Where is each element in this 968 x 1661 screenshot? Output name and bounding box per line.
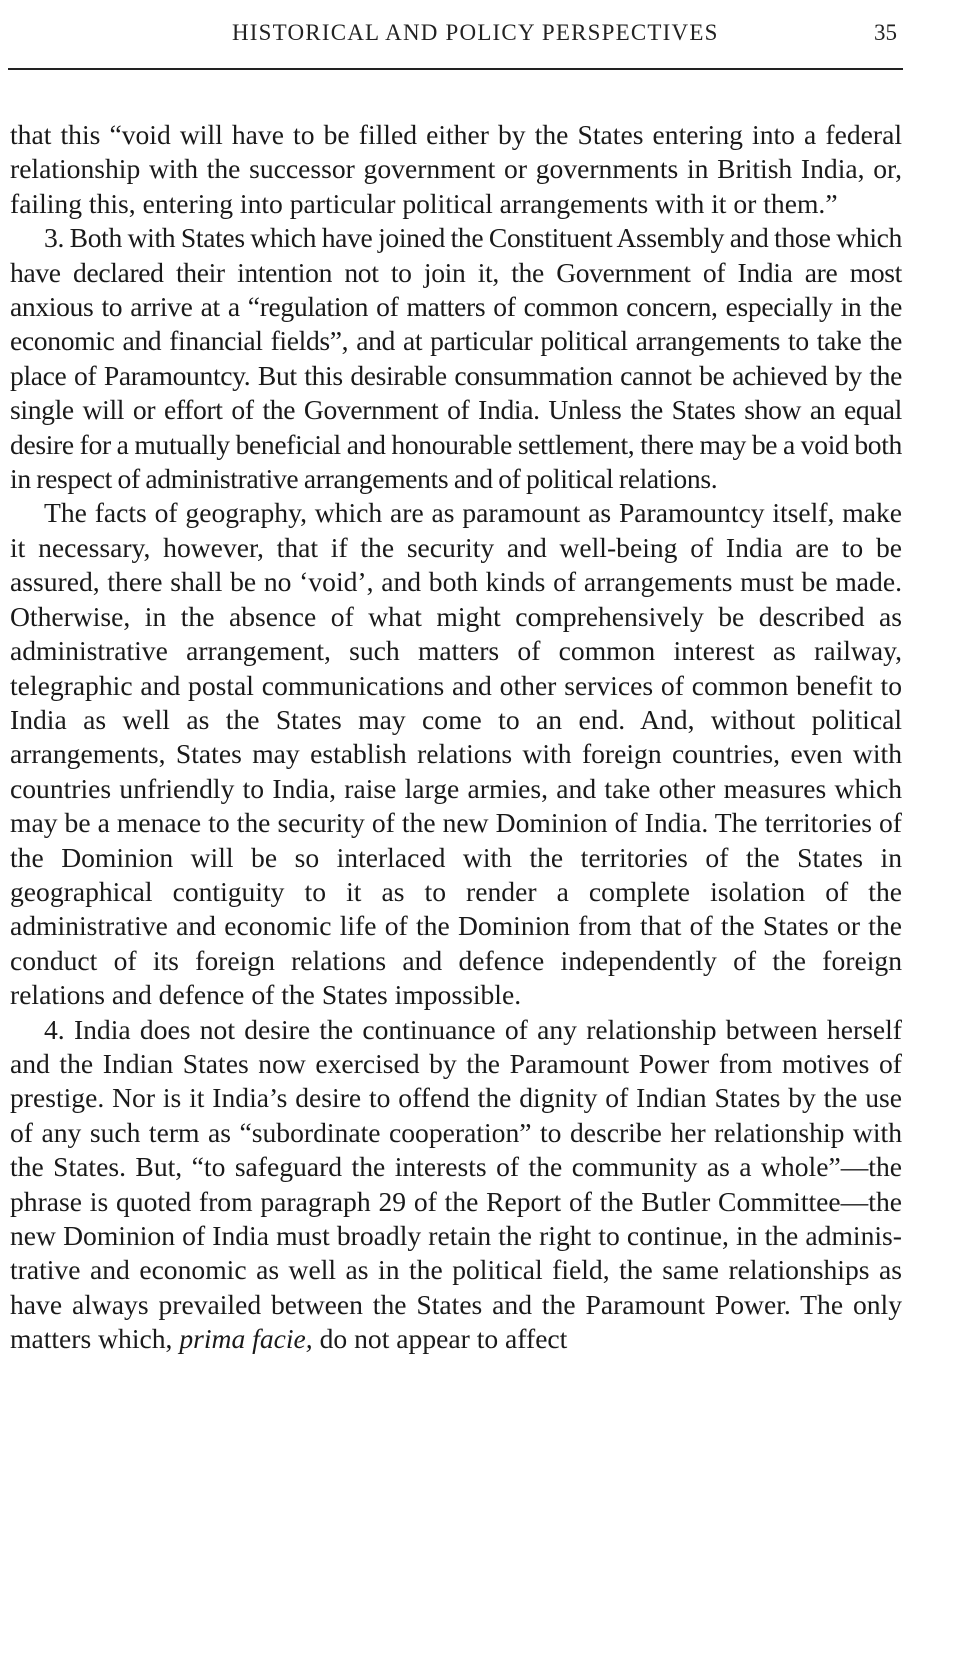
paragraph-geography: The facts of geography, which are as paramount as Paramountcy itself, make it necessary, however, that if the security and well-being of India are to be assured, there shall be no ‘void’, and both kinds of arrangements must be made. Otherwise, in the absence of what might comprehensively be described as administrative arrangement, such matters of common interest as railway, telegraphic and postal communications and other services of common benefit to India as well as the States may come to an end. And, without political arrangements, States may establish relations with foreign countries, even with countries unfriendly to India, raise large armies, and take other measures which may be a menace to the security of the new Dominion of India. The territories of the Dominion will be so interlaced with the territories of the States in geographical contiguity to it as to render a complete isolation of the administrative and economic life of the Dominion from that of the States or the conduct of its foreign relations and defence independently of the foreign relations and defence of the States impossible. <box>10 497 902 1011</box>
paragraph-4-tail: do not appear to affect <box>319 1323 568 1355</box>
header-rule <box>8 68 903 70</box>
body-text <box>10 118 902 1357</box>
running-title: HISTORICAL AND POLICY PERSPECTIVES <box>232 20 719 45</box>
page-number: 35 <box>874 20 897 45</box>
paragraph-continuation: that this “void will have to be filled either by the States entering into a federal relationship with the successor government or governments in British India, or, failing this, entering into particular political arrangements with it or them.” <box>10 119 902 219</box>
running-head <box>0 14 968 54</box>
paragraph-4-text: 4. India does not desire the continuance of any relationship between herself and the Indian States now exercised by the Paramount Power from motives of prestige. Nor is it India’s desire to offend the dignity of Indian States by the use of any such term as “subordinate cooperation” to describe her relationship with the States. But, “to safeguard the interests of the community as a whole”—the phrase is quoted from paragraph 29 of the Report of the Butler Committee—the new Dominion of India must broadly retain the right to continue, in the administrative and economic as well as in the political field, the same relationships as have always prevailed between the States and the Paramount Power. The only matters which, <box>10 1013 902 1355</box>
paragraph-4-italic: prima facie, <box>179 1323 313 1355</box>
paragraph-3: 3. Both with States which have joined the Constituent Assembly and those which have declared their intention not to join it, the Government of India are most anxious to arrive at a “regulation of matters of common concern, especially in the economic and financial fields”, and at particular political arrangements to take the place of Paramountcy. But this desirable consummation cannot be achieved by the single will or effort of the Government of India. Unless the States show an equal desire for a mutually beneficial and honourable settlement, there may be a void both in respect of administrative arrangements and of political relations. <box>10 222 902 495</box>
paragraph-4 <box>10 1013 902 1357</box>
